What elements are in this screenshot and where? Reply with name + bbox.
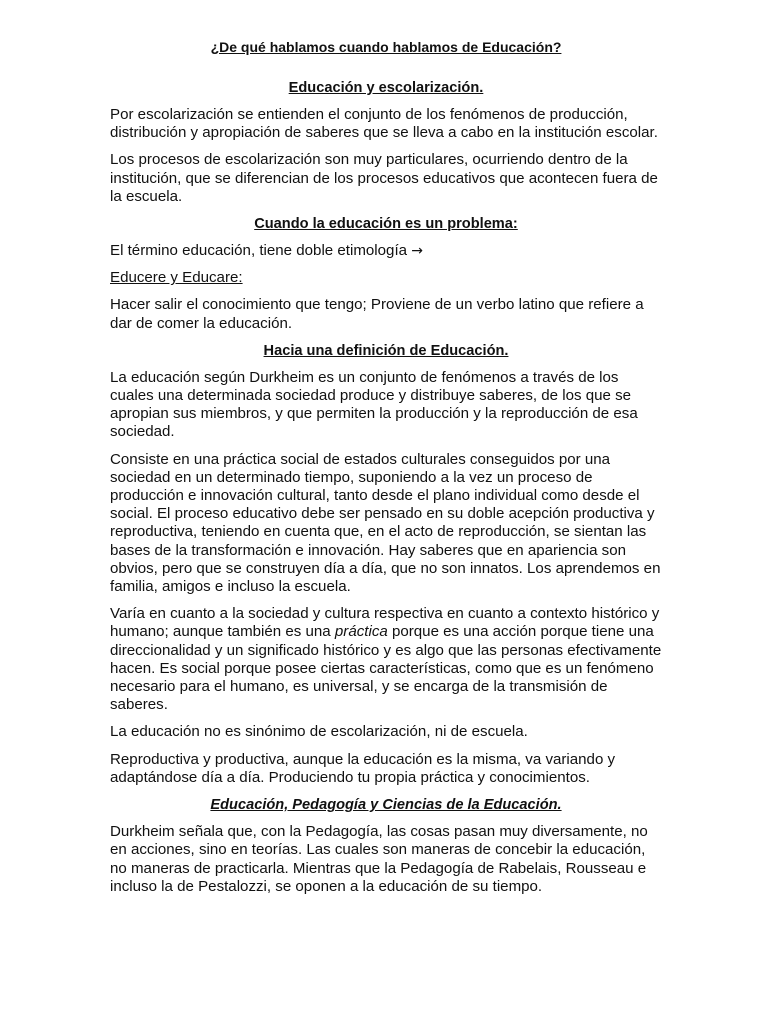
document-page [110,38,662,905]
paragraph: Durkheim señala que, con la Pedagogía, las cosas pasan muy diversamente, no en acciones, sino en teorías. Las cuales son maneras de concebir la educación, no maneras de practicarla. Mientras que la Pedagogía de Rabelais, Rousseau e incluso la de Pestalozzi, se oponen a la educación de su tiempo. [110,823,648,895]
etymology-line [110,242,662,260]
document-title: ¿De qué hablamos cuando hablamos de Educación? [210,39,562,55]
section-heading-pedagogia: Educación, Pedagogía y Ciencias de la Educación. [210,797,562,814]
subtitle-line [110,269,662,287]
paragraph: Hacer salir el conocimiento que tengo; Proviene de un verbo latino que refiere a dar de comer la educación. [110,296,644,332]
paragraph: Por escolarización se entienden el conjunto de los fenómenos de producción, distribución y apropiación de saberes que se lleva a cabo en la institución escolar. [110,106,658,142]
section-heading-definicion: Hacia una definición de Educación. [263,342,509,359]
varia-emphasis: práctica [334,623,388,641]
etymology-text: El término educación, tiene doble etimología [110,242,408,260]
section-heading-problema: Cuando la educación es un problema: [254,216,518,233]
paragraph: Consiste en una práctica social de estados culturales conseguidos por una sociedad en un determinado tiempo, suponiendo a la vez un proceso de producción e innovación cultural, tanto desde el plano individual como desde el social. El proceso educativo debe ser pensado en su doble acepción productiva y reproductiva, teniendo en cuenta que, en el acto de reproducción, se sientan las bases de la transformación e innovación. Hay saberes que en apariencia son obvios, pero que se construyen día a día, que no son innatos. Los aprendemos en familia, amigos e incluso la escuela. [110,450,661,596]
section-heading-escolarizacion: Educación y escolarización. [288,80,484,96]
paragraph: La educación según Durkheim es un conjunto de fenómenos a través de los cuales una determinada sociedad produce y distribuye saberes, de los que se apropian sus miembros, y que permiten la producción y la reproducción de esa sociedad. [110,368,638,441]
varia-text-before: Varía en cuanto a la sociedad y cultura respectiva en cuanto a contexto histórico y humano; aunque también es una [110,605,660,641]
paragraph: Los procesos de escolarización son muy particulares, ocurriendo dentro de la institución, que se diferencian de los procesos educativos que acontecen fuera de la escuela. [110,151,658,205]
arrow-right-icon: → [411,243,423,260]
educere-educare-subtitle: Educere y Educare: [110,269,243,287]
paragraph-varia [110,605,662,714]
paragraph: La educación no es sinónimo de escolarización, ni de escuela. [110,723,528,741]
varia-text-after: porque es una acción porque tiene una direccionalidad y un significado histórico y es algo que las personas efectivamente hacen. Es social porque posee ciertas características, como que es un fenómeno necesario para el humano, es universal, y se encarga de la transmisión de saberes. [110,623,662,714]
paragraph: Reproductiva y productiva, aunque la educación es la misma, va variando y adaptándose día a día. Produciendo tu propia práctica y conocimientos. [110,750,616,786]
